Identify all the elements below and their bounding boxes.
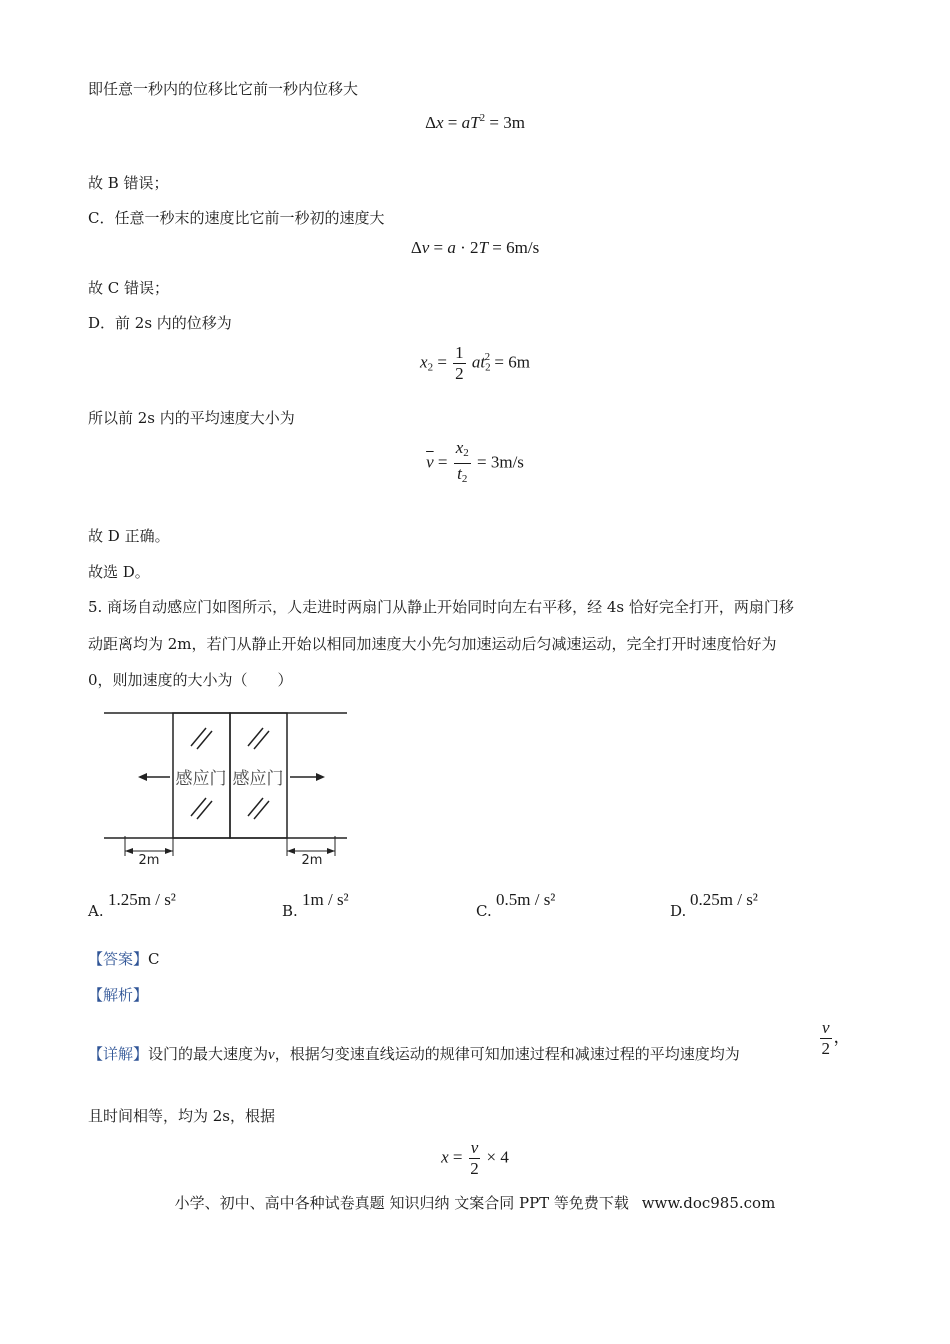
text-line: 且时间相等，均为 2s，根据 — [88, 1107, 276, 1125]
text-line: 故 D 正确。 — [88, 527, 170, 545]
option-c-label: C. — [476, 902, 492, 920]
analysis-tag: 【解析】 — [88, 986, 149, 1004]
option-a-value: 1.25m / s² — [108, 890, 176, 909]
answer-line — [88, 948, 160, 969]
answer-value: C — [148, 950, 160, 968]
analysis-line — [88, 984, 148, 1005]
detail-line: 【详解】设门的最大速度为v，根据匀变速直线运动的规律可知加速过程和减速过程的平均速度均为 — [88, 1045, 740, 1063]
detail-text-2: ，根据匀变速直线运动的规律可知加速过程和减速过程的平均速度均为 — [274, 1045, 740, 1063]
text-line: 即任意一秒内的位移比它前一秒内位移大 — [88, 80, 359, 98]
option-d-text: D．前 2s 内的位移为 — [88, 314, 232, 332]
footer-text: 小学、初中、高中各种试卷真题 知识归纳 文案合同 PPT 等免费下载 — [174, 1194, 629, 1212]
text-line: 所以前 2s 内的平均速度大小为 — [88, 409, 295, 427]
option-a-label: A. — [88, 902, 104, 920]
door-label-right: 感应门 — [232, 769, 284, 789]
dimension-label-left: 2m — [138, 853, 160, 868]
question-5-line-2: 动距离均为 2m，若门从静止开始以相同加速度大小先匀加速运动后匀减速运动，完全打开时速度恰好为 — [88, 635, 777, 653]
footer-site: www.doc985.com — [641, 1194, 776, 1212]
equation-x2: $x_2$ = $\frac{1}{2}$ $at_2^2 = 6m$ — [420, 343, 530, 383]
equation-delta-v: Δv = a · 2T = 6m/s — [410, 238, 540, 257]
text-line: 故 C 错误； — [88, 279, 170, 297]
detail-end: ， — [833, 1027, 851, 1047]
door-label-left: 感应门 — [175, 769, 227, 789]
option-c-text: C．任意一秒末的速度比它前一秒初的速度大 — [88, 209, 385, 227]
question-5-line-3: 0，则加速度的大小为（ ） — [88, 671, 293, 689]
sliding-door-diagram — [100, 706, 352, 871]
detail-text: 设门的最大速度为 — [148, 1045, 269, 1063]
detail-tag: 【详解】 — [88, 1045, 149, 1063]
fraction-v-over-2: $\frac{v}{2}$ ， — [821, 1018, 851, 1058]
option-d-label: D. — [670, 902, 687, 920]
page-footer — [0, 1192, 950, 1213]
equation-average-velocity: $\overline{v}$ = $\frac{x_2}{t_2}$ = 3m/s — [426, 438, 524, 485]
option-c-value: 0.5m / s² — [496, 890, 556, 909]
dimension-label-right: 2m — [301, 853, 323, 868]
option-b-value: 1m / s² — [302, 890, 349, 909]
equation-delta-x: $\Delta x = aT^2 = 3m$ — [425, 112, 525, 132]
text-line: 故选 D。 — [88, 563, 150, 581]
option-b-label: B. — [282, 902, 298, 920]
question-5-line-1: 5. 商场自动感应门如图所示，人走进时两扇门从静止开始同时向左右平移，经 4s 恰好完全打开，两扇门移 — [88, 598, 794, 616]
answer-tag: 【答案】 — [88, 950, 149, 968]
option-d-value: 0.25m / s² — [690, 890, 758, 909]
equation-x: x = $\frac{v}{2}$ × 4 — [441, 1138, 509, 1178]
text-line: 故 B 错误； — [88, 174, 169, 192]
